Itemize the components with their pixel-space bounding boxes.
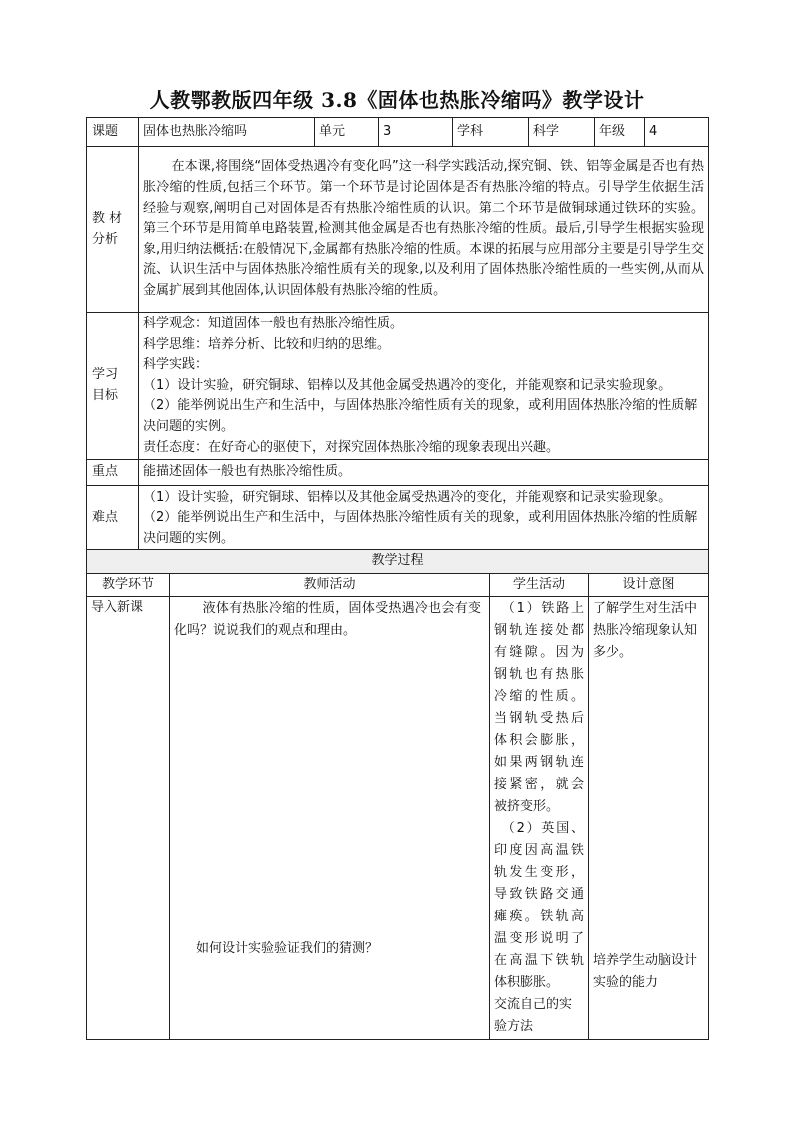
goal-line: 科学观念：知道固体一般也有热胀冷缩性质。 — [143, 316, 404, 331]
goals-label: 学习 目标 — [87, 313, 139, 460]
design-intent-1: 了解学生对生活中热胀冷缩现象认知多少。 — [593, 601, 698, 661]
process-header: 教学过程 — [87, 550, 709, 574]
grade-value: 4 — [645, 118, 709, 147]
info-table — [86, 117, 709, 552]
teacher-activity-2: 如何设计实验验证我们的猜测？ — [196, 941, 379, 957]
grade-label: 年级 — [595, 118, 645, 147]
difficulty-label: 难点 — [87, 486, 139, 552]
col-design-header: 设计意图 — [589, 573, 709, 597]
teacher-activity-1: 液体有热胀冷缩的性质，固体受热遇冷也会有变化吗？说说我们的观点和理由。 — [174, 601, 481, 639]
analysis-cell — [139, 147, 709, 313]
design-cell — [589, 597, 709, 1040]
analysis-label: 教 材 分析 — [87, 147, 139, 313]
subject-label: 学科 — [453, 118, 529, 147]
goal-line: 科学思维：培养分析、比较和归纳的思维。 — [143, 336, 391, 352]
col-teacher-header: 教师活动 — [170, 573, 490, 597]
difficulty-line: （1）设计实验，研究铜球、铝棒以及其他金属受热遇冷的变化，并能观察和记录实验现象。 — [143, 489, 672, 505]
student-activity-2: （2）英国、印度因高温铁轨发生变形，导致铁路交通瘫痪。铁轨高温变形说明了在高温下铁轨体积膨胀。 — [494, 821, 584, 991]
stage-cell: 导入新课 — [87, 597, 170, 1040]
unit-label: 单元 — [315, 118, 379, 147]
difficulty-cell — [139, 486, 709, 552]
goals-cell — [139, 313, 709, 460]
spacer — [593, 664, 704, 950]
teacher-cell — [170, 597, 490, 1040]
col-stage-header: 教学环节 — [87, 573, 170, 597]
unit-value: 3 — [379, 118, 453, 147]
document-title: 人教鄂教版四年级 3.8《固体也热胀冷缩吗》教学设计 — [149, 88, 645, 112]
goal-line: （2）能举例说出生产和生活中，与固体热胀冷缩性质有关的现象，或利用固体热胀冷缩的性质解决问题的实例。 — [143, 398, 698, 434]
col-student-header: 学生活动 — [490, 573, 589, 597]
student-cell — [490, 597, 589, 1040]
spacer — [174, 642, 485, 938]
subject-value: 科学 — [529, 118, 595, 147]
process-table — [86, 549, 709, 1040]
goal-line: （1）设计实验，研究铜球、铝棒以及其他金属受热遇冷的变化，并能观察和记录实验现象。 — [143, 377, 672, 393]
topic-value: 固体也热胀冷缩吗 — [139, 118, 315, 147]
goal-line: 责任态度：在好奇心的驱使下，对探究固体热胀冷缩的现象表现出兴趣。 — [143, 439, 560, 455]
key-point-text: 能描述固体一般也有热胀冷缩性质。 — [139, 460, 709, 486]
key-point-label: 重点 — [87, 460, 139, 486]
goal-line: 科学实践： — [143, 357, 209, 373]
student-activity-3: 交流自己的实验方法 — [494, 997, 573, 1035]
student-activity-1: （1）铁路上钢轨连接处都有缝隙。因为钢轨也有热胀冷缩的性质。当钢轨受热后体积会膨胀，如果两钢轨连接紧密，就会被挤变形。 — [494, 601, 584, 815]
analysis-text: 在本课,将围绕“固体受热遇冷有变化吗”这一科学实践活动,探究铜、铁、铝等金属是否也有热胀冷缩的性质,包括三个环节。第一个环节是讨论固体是否有热胀冷缩的特点。引导学生依据生活经验与观察,阐明自己对固体是否有热胀冷缩性质的认识。第二个环节是做铜球通过铁环的实验。第三个环节是用简单电路装置,检测其他金属是否也有热胀冷缩的性质。最后,引导学生根据实验现象,用归纳法概括:在般情况下,金属都有热胀冷缩的性质。本课的拓展与应用部分主要是引导学生交流、认识生活中与固体热胀冷缩性质有关的现象,以及利用了固体热胀冷缩性质的一些实例,从而从金属扩展到其他固体,认识固体般有热胀冷缩的性质。 — [143, 159, 704, 298]
difficulty-line: （2）能举例说出生产和生活中，与固体热胀冷缩性质有关的现象，或利用固体热胀冷缩的性质解决问题的实例。 — [143, 510, 698, 546]
design-intent-2: 培养学生动脑设计实验的能力 — [593, 953, 698, 991]
topic-label: 课题 — [87, 118, 139, 147]
